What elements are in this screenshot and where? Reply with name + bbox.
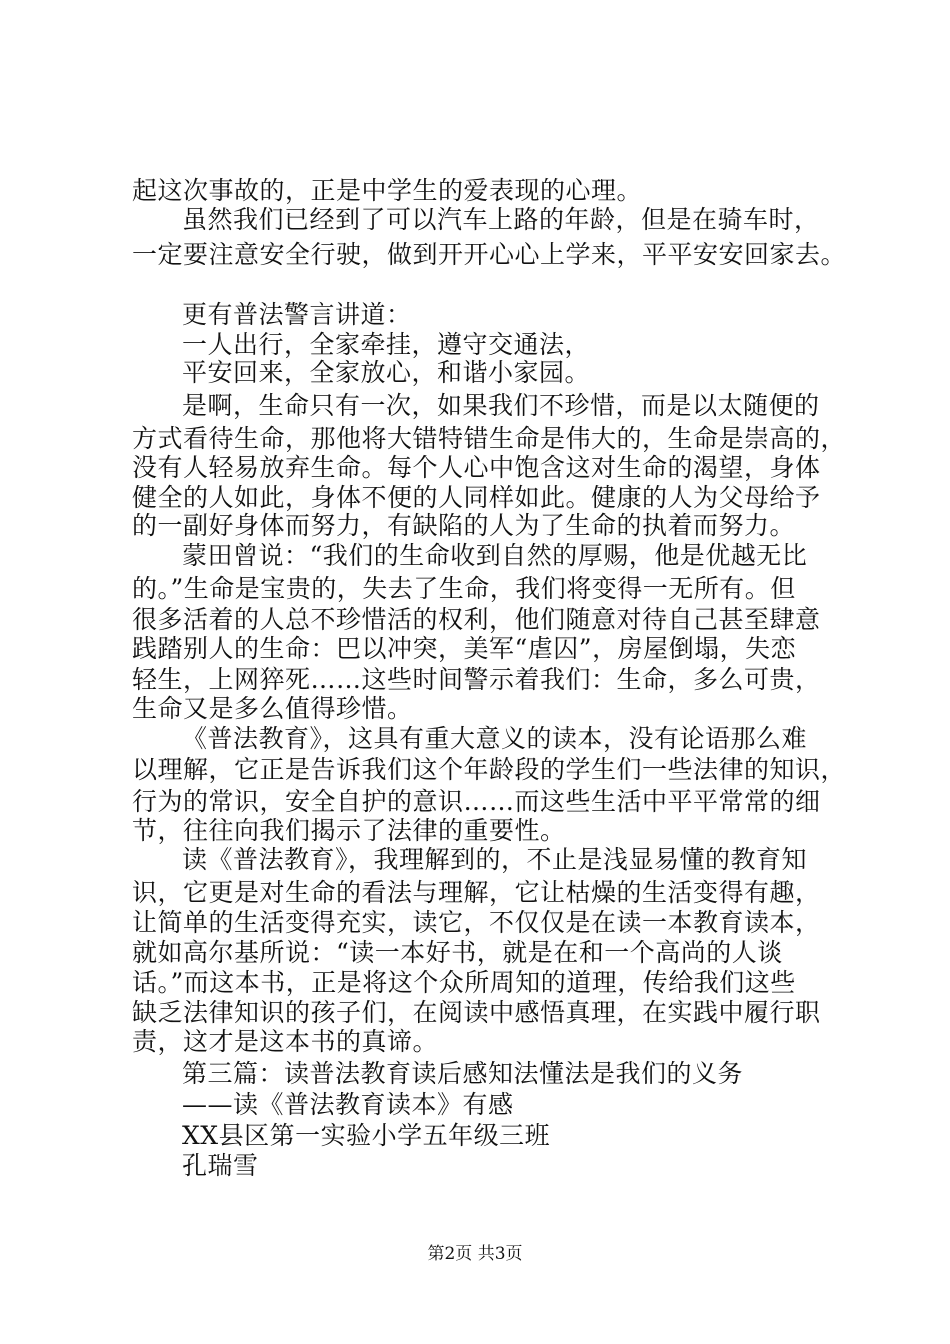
text-line: 平安回来，全家放心，和谐小家园。 — [182, 358, 591, 387]
text-line: 没有人轻易放弃生命。每个人心中饱含这对生命的渴望，身体 — [132, 453, 821, 482]
author-name: 孔瑞雪 — [182, 1151, 259, 1180]
author-school: XX县区第一实验小学五年级三班 — [182, 1121, 551, 1150]
text-line: 责，这才是这本书的真谛。 — [132, 1027, 439, 1056]
text-line: 蒙田曾说：“我们的生命收到自然的厚赐，他是优越无比 — [182, 541, 808, 570]
text-line: 起这次事故的，正是中学生的爱表现的心理。 — [132, 176, 643, 205]
text-line: 识，它更是对生命的看法与理解，它让枯燥的生活变得有趣， — [132, 878, 821, 907]
text-line: 健全的人如此，身体不便的人同样如此。健康的人为父母给予 — [132, 483, 821, 512]
text-line: 方式看待生命，那他将大错特错生命是伟大的，生命是崇高的， — [132, 424, 847, 453]
text-line: 让简单的生活变得充实，读它，不仅仅是在读一本教育读本， — [132, 908, 821, 937]
text-line: 很多活着的人总不珍惜活的权利，他们随意对待自己甚至肆意 — [132, 605, 821, 634]
text-line: 一人出行，全家牵挂，遵守交通法， — [182, 330, 591, 359]
text-line: 一定要注意安全行驶，做到开开心心上学来，平平安安回家去。 — [132, 240, 847, 269]
page-footer: 第2页 共3页 — [427, 1244, 523, 1264]
section-heading: 第三篇：读普法教育读后感知法懂法是我们的义务 — [182, 1059, 744, 1088]
text-line: 的一副好身体而努力，有缺陷的人为了生命的执着而努力。 — [132, 511, 796, 540]
text-line: 践踏别人的生命：巴以冲突，美军“虐囚”，房屋倒塌，失恋 — [132, 634, 797, 663]
text-line: 话。”而这本书，正是将这个众所周知的道理，传给我们这些 — [132, 968, 796, 997]
text-line: 《普法教育》，这具有重大意义的读本，没有论语那么难 — [182, 724, 808, 753]
text-line: 行为的常识，安全自护的意识……而这些生活中平平常常的细 — [132, 787, 821, 816]
text-line: 缺乏法律知识的孩子们，在阅读中感悟真理，在实践中履行职 — [132, 998, 821, 1027]
text-line: 就如高尔基所说：“读一本好书，就是在和一个高尚的人谈 — [132, 938, 783, 967]
text-line: 以理解，它正是告诉我们这个年龄段的学生们一些法律的知识， — [132, 755, 847, 784]
text-line: 是啊，生命只有一次，如果我们不珍惜，而是以太随便的 — [182, 391, 820, 420]
text-line: 更有普法警言讲道： — [182, 300, 412, 329]
subtitle: ——读《普法教育读本》有感 — [182, 1090, 514, 1119]
text-line: 节，往往向我们揭示了法律的重要性。 — [132, 816, 566, 845]
text-line: 轻生，上网猝死……这些时间警示着我们：生命，多么可贵， — [132, 665, 821, 694]
text-line: 读《普法教育》，我理解到的，不止是浅显易懂的教育知 — [182, 845, 808, 874]
text-line: 的。”生命是宝贵的，失去了生命，我们将变得一无所有。但 — [132, 574, 796, 603]
text-line: 虽然我们已经到了可以汽车上路的年龄，但是在骑车时， — [182, 205, 820, 234]
text-line: 生命又是多么值得珍惜。 — [132, 694, 413, 723]
